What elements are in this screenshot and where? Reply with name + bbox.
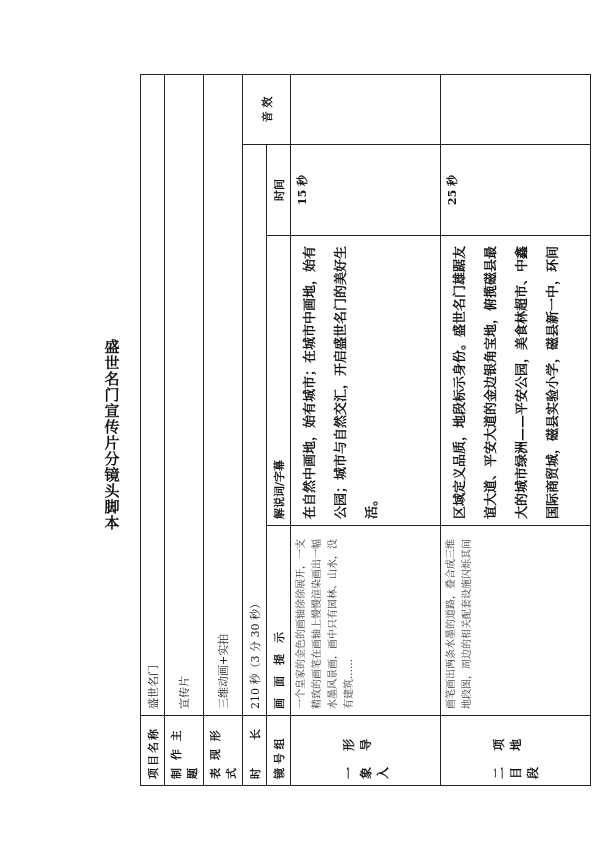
storyboard-table-wrap [140,75,560,786]
info-value: 宣传片 [165,75,204,716]
storyboard-page [140,75,560,786]
prompt-cell: 画笔画出两条水墨的道路，叠合成三维地段图，周边的相关配套设施闪烁其间 [441,526,591,716]
time-header: 时间 [267,145,291,236]
info-row [165,75,204,786]
info-value: 盛世名门 [141,75,165,716]
group-header: 镜 号 组 [267,716,291,786]
narration-cell: 在自然中画地，始有城市；在城市中画地，始有公园；城市与自然交汇，开启盛世名门的美好生活。 [291,236,441,526]
info-label: 时 长 [243,716,267,786]
document-title: 盛世名门宣传片分镜头脚本 [102,339,121,531]
info-row [204,75,243,786]
narration-header: 解说词/字幕 [267,236,291,526]
prompt-header: 画 面 提 示 [267,526,291,716]
table-header [267,75,291,786]
info-label: 项目名称 [141,716,165,786]
info-label: 制 作 主 题 [165,716,204,786]
info-value: 210 秒（3 分 30 秒） [243,145,267,716]
table-row [441,75,591,786]
sound-header: 音 效 [243,75,291,145]
table-row [291,75,441,786]
storyboard-table [140,74,591,786]
sound-cell [441,75,591,145]
prompt-cell: 一个皇家的金色的画轴徐徐展开，一支精致的画笔在画轴上慢慢渲染画出一幅水墨风景画，画中只有园林、山水，没有建筑…… [291,526,441,716]
time-cell: 25 秒 [441,145,591,236]
group-cell: 一 形 象 导 入 [291,716,441,786]
info-value: 三维动画+实拍 [204,75,243,716]
info-label: 表 现 形 式 [204,716,243,786]
time-cell: 15 秒 [291,145,441,236]
info-row [141,75,165,786]
group-cell: 二 项 目 地 段 [441,716,591,786]
narration-cell: 区域定义品质，地段标示身份。盛世名门雄踞友谊大道、平安大道的金边银角宝地，俯揽磁县最大的城市绿洲——平安公园，美食林超市、中鑫国际商贸城，磁县实验小学，磁县新一中，环间 [441,236,591,526]
info-row [243,75,267,786]
sound-cell [291,75,441,145]
